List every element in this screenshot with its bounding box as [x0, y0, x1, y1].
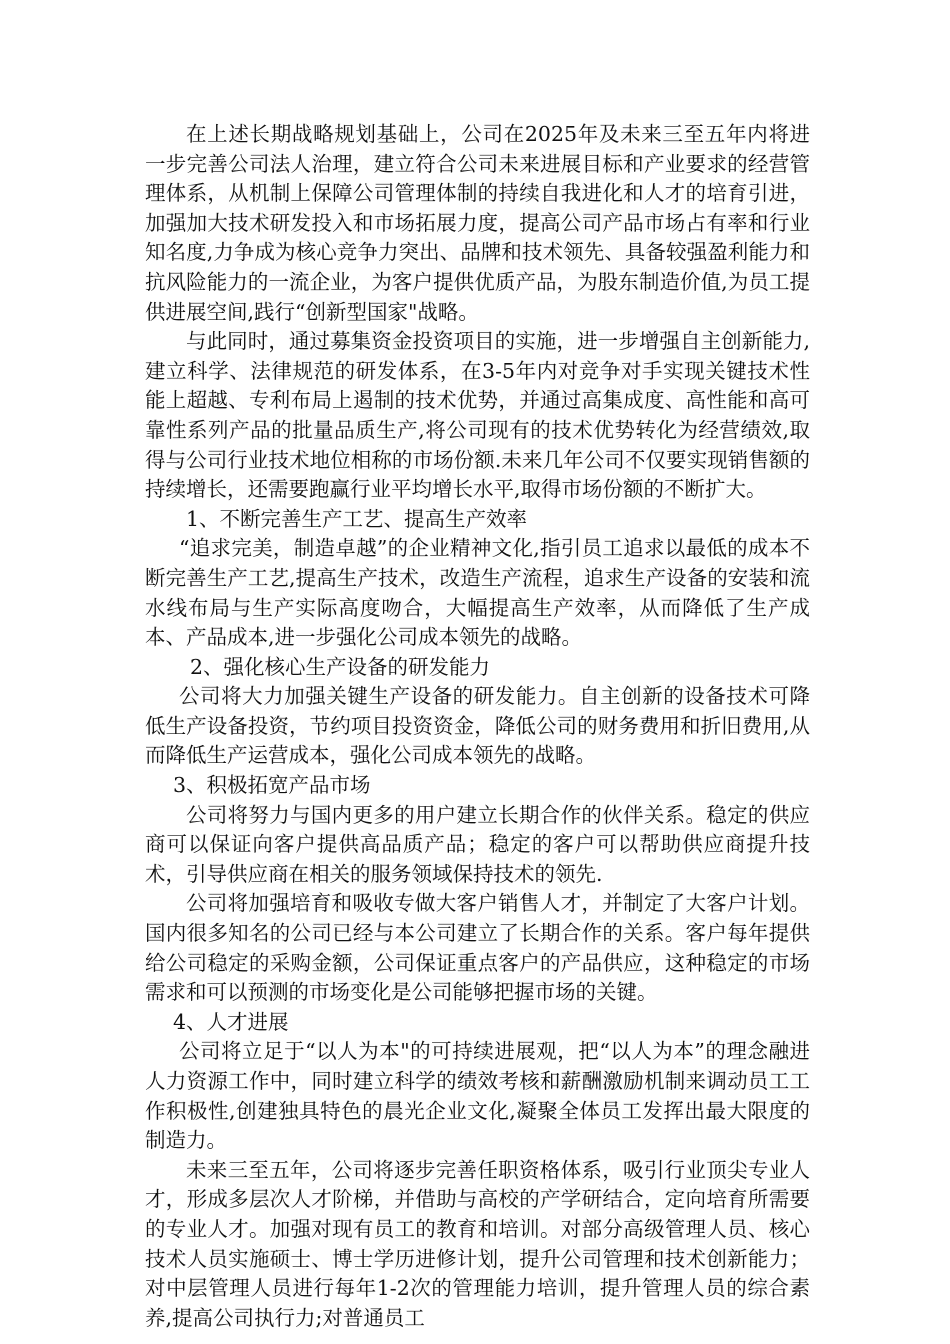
paragraph-production: “追求完美，制造卓越”的企业精神文化,指引员工追求以最低的成本不断完善生产工艺,提高生产技术，改造生产流程，追求生产设备的安装和流水线布局与生产实际高度吻合，大幅提高生产效率，从而降低了生产成本、产品成本,进一步强化公司成本领先的战略。 [145, 536, 810, 650]
paragraph-equipment: 公司将大力加强关键生产设备的研发能力。自主创新的设备技术可降低生产设备投资，节约项目投资资金，降低公司的财务费用和折旧费用,从而降低生产运营成本，强化公司成本领先的战略。 [145, 684, 810, 768]
paragraph-talent-culture: 公司将立足于“以人为本"的可持续进展观，把“以人为本”的理念融进人力资源工作中，同时建立科学的绩效考核和薪酬激励机制来调动员工工作积极性,创建独具特色的晨光企业文化,凝聚全体员工发挥出最大限度的制造力。 [145, 1039, 810, 1153]
paragraph-innovation: 与此同时，通过募集资金投资项目的实施，进一步增强自主创新能力,建立科学、法律规范的研发体系，在3-5年内对竞争对手实现关键技术性能上超越、专利布局上遏制的技术优势，并通过高集成度、高性能和高可靠性系列产品的批量品质生产,将公司现有的技术优势转化为经营绩效,取得与公司行业技术地位相称的市场份额.未来几年公司不仅要实现销售额的持续增长，还需要跑赢行业平均增长水平,取得市场份额的不断扩大。 [145, 329, 810, 502]
section-heading-equipment: 2、强化核心生产设备的研发能力 [190, 654, 491, 679]
paragraph-talent-training: 未来三至五年，公司将逐步完善任职资格体系，吸引行业顶尖专业人才，形成多层次人才阶梯，并借助与高校的产学研结合，定向培育所需要的专业人才。加强对现有员工的教育和培训。对部分高级管理人员、核心技术人员实施硕士、博士学历进修计划，提升公司管理和技术创新能力；对中层管理人员进行每年1-2次的管理能力培训，提升管理人员的综合素养,提高公司执行力;对普通员工 [145, 1157, 810, 1330]
paragraph-strategy: 在上述长期战略规划基础上，公司在2025年及未来三至五年内将进一步完善公司法人治理，建立符合公司未来进展目标和产业要求的经营管理体系，从机制上保障公司管理体制的持续自我进化和人才的培育引进，加强加大技术研发投入和市场拓展力度，提高公司产品市场占有率和行业知名度,力争成为核心竞争力突出、品牌和技术领先、具备较强盈利能力和抗风险能力的一流企业，为客户提供优质产品，为股东制造价值,为员工提供进展空间,践行“创新型国家"战略。 [145, 122, 810, 324]
section-heading-market: 3、积极拓宽产品市场 [173, 773, 371, 798]
document-page [145, 120, 810, 1333]
paragraph-market-customers: 公司将加强培育和吸收专做大客户销售人才，并制定了大客户计划。国内很多知名的公司已经与本公司建立了长期合作的关系。客户每年提供给公司稳定的采购金额，公司保证重点客户的产品供应，这种稳定的市场需求和可以预测的市场变化是公司能够把握市场的关键。 [145, 891, 810, 1005]
section-heading-talent: 4、人才进展 [173, 1009, 289, 1034]
paragraph-market-partners: 公司将努力与国内更多的用户建立长期合作的伙伴关系。稳定的供应商可以保证向客户提供高品质产品；稳定的客户可以帮助供应商提升技术，引导供应商在相关的服务领域保持技术的领先. [145, 802, 810, 886]
section-heading-production: 1、不断完善生产工艺、提高生产效率 [186, 506, 528, 531]
